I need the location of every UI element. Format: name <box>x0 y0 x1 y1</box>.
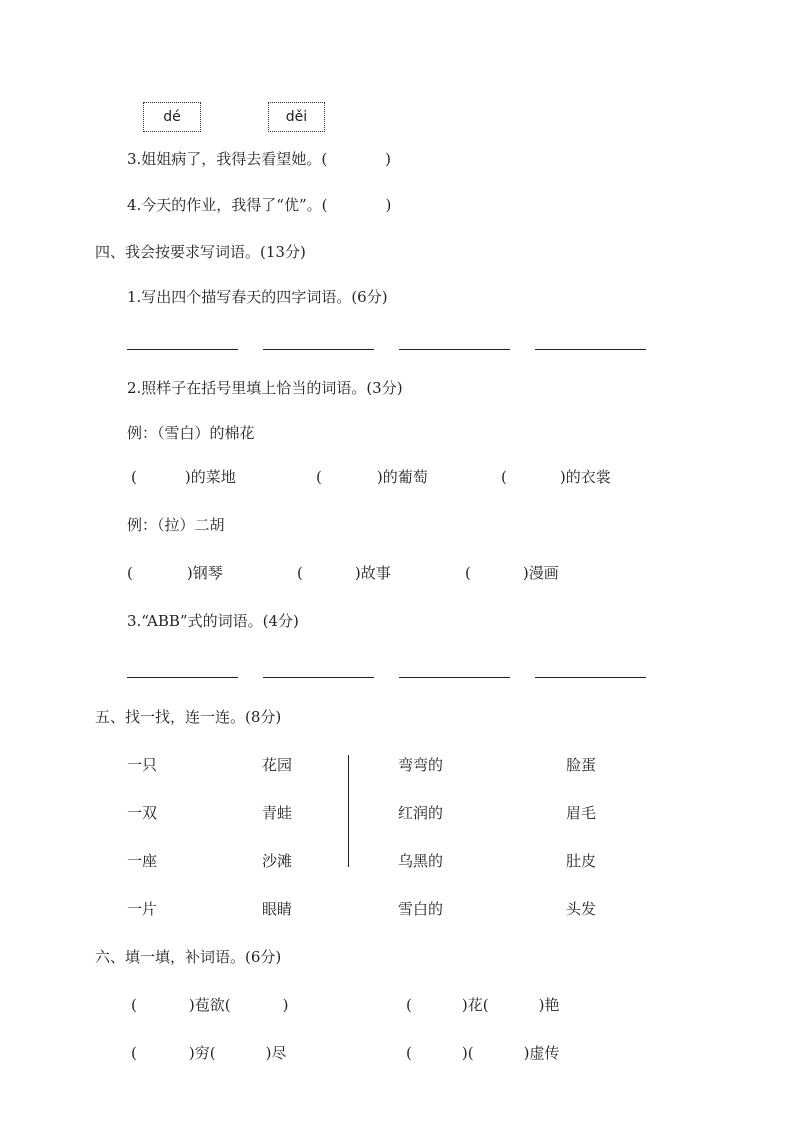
question-text: 3.姐姐病了，我得去看望她。( <box>127 150 328 168</box>
paren-open: ( <box>131 1044 137 1062</box>
match-right-item[interactable]: 花园 <box>262 756 293 774</box>
fill-item <box>501 470 611 485</box>
answer-line[interactable] <box>399 677 510 678</box>
paren-open: ( <box>316 468 322 486</box>
paren-close: ) <box>265 1044 272 1062</box>
paren-close: ) <box>385 150 392 168</box>
paren-close: ) <box>538 996 545 1014</box>
match-right-item[interactable]: 沙滩 <box>262 852 293 870</box>
paren-open: ( <box>465 564 471 582</box>
paren-close: ) <box>385 196 392 214</box>
paren-close: ) <box>376 468 383 486</box>
paren-open: ( <box>209 1044 216 1062</box>
match-right-item[interactable]: 眉毛 <box>566 804 597 822</box>
question-3-4 <box>127 198 391 213</box>
paren-close: ) <box>184 468 191 486</box>
idiom-fill <box>406 1046 559 1061</box>
match-left-item[interactable]: 一片 <box>127 900 158 918</box>
section-6-title: 六、填一填，补词语。(6分) <box>95 948 282 966</box>
paren-close: ) <box>523 1044 530 1062</box>
paren-open: ( <box>406 996 412 1014</box>
paren-close: ) <box>354 564 361 582</box>
answer-line[interactable] <box>535 349 646 350</box>
match-left-item[interactable]: 雪白的 <box>398 900 444 918</box>
example-1: 例：（雪白）的棉花 <box>127 424 255 442</box>
question-text: 4.今天的作业，我得了“优”。( <box>127 196 328 214</box>
paren-open: ( <box>131 996 137 1014</box>
paren-close: ) <box>188 1044 195 1062</box>
fill-item <box>465 566 559 581</box>
match-right-item[interactable]: 青蛙 <box>262 804 293 822</box>
fill-item <box>316 470 428 485</box>
paren-open: ( <box>501 468 507 486</box>
section-4-q1: 1.写出四个描写春天的四字词语。(6分) <box>127 288 388 306</box>
idiom-char: 花 <box>467 996 483 1014</box>
idiom-char: 苞欲 <box>194 996 225 1014</box>
item-text: 的衣裳 <box>565 468 611 486</box>
idiom-char: 穷 <box>194 1044 210 1062</box>
paren-open: ( <box>406 1044 412 1062</box>
fill-item <box>127 566 223 581</box>
idiom-fill <box>131 998 288 1013</box>
item-text: 故事 <box>360 564 391 582</box>
item-text: 漫画 <box>528 564 559 582</box>
answer-line[interactable] <box>263 349 374 350</box>
idiom-char: 虚传 <box>529 1044 560 1062</box>
example-2: 例：（拉）二胡 <box>127 516 225 534</box>
match-left-item[interactable]: 一座 <box>127 852 158 870</box>
match-right-item[interactable]: 眼睛 <box>262 900 293 918</box>
paren-open: ( <box>127 564 133 582</box>
paren-close: ) <box>282 996 289 1014</box>
idiom-char: 尽 <box>271 1044 287 1062</box>
match-right-item[interactable]: 脸蛋 <box>566 756 597 774</box>
fill-item <box>131 470 236 485</box>
pinyin-box-dei: děi <box>268 102 325 132</box>
answer-line[interactable] <box>535 677 646 678</box>
answer-line[interactable] <box>263 677 374 678</box>
divider <box>348 755 349 867</box>
section-4-q3: 3.“ABB”式的词语。(4分) <box>127 612 299 630</box>
item-text: 的菜地 <box>190 468 236 486</box>
paren-close: ) <box>461 996 468 1014</box>
paren-close: ) <box>461 1044 468 1062</box>
paren-close: ) <box>522 564 529 582</box>
idiom-char: 艳 <box>544 996 560 1014</box>
match-left-item[interactable]: 弯弯的 <box>398 756 444 774</box>
match-right-item[interactable]: 肚皮 <box>566 852 597 870</box>
item-text: 的葡萄 <box>382 468 428 486</box>
paren-close: ) <box>188 996 195 1014</box>
paren-open: ( <box>482 996 489 1014</box>
section-4-q2: 2.照样子在括号里填上恰当的词语。(3分) <box>127 379 403 397</box>
answer-line[interactable] <box>399 349 510 350</box>
question-3-3 <box>127 152 391 167</box>
item-text: 钢琴 <box>192 564 223 582</box>
match-right-item[interactable]: 头发 <box>566 900 597 918</box>
section-4-title: 四、我会按要求写词语。(13分) <box>95 243 306 261</box>
paren-open: ( <box>297 564 303 582</box>
idiom-fill <box>131 1046 286 1061</box>
match-left-item[interactable]: 一只 <box>127 756 158 774</box>
answer-line[interactable] <box>127 349 238 350</box>
pinyin-box-de: dé <box>143 102 201 132</box>
answer-line[interactable] <box>127 677 238 678</box>
paren-open: ( <box>224 996 231 1014</box>
paren-open: ( <box>467 1044 474 1062</box>
section-5-title: 五、找一找，连一连。(8分) <box>95 708 282 726</box>
paren-open: ( <box>131 468 137 486</box>
match-left-item[interactable]: 红润的 <box>398 804 444 822</box>
paren-close: ) <box>559 468 566 486</box>
paren-close: ) <box>186 564 193 582</box>
match-left-item[interactable]: 乌黑的 <box>398 852 444 870</box>
match-left-item[interactable]: 一双 <box>127 804 158 822</box>
fill-item <box>297 566 391 581</box>
idiom-fill <box>406 998 559 1013</box>
